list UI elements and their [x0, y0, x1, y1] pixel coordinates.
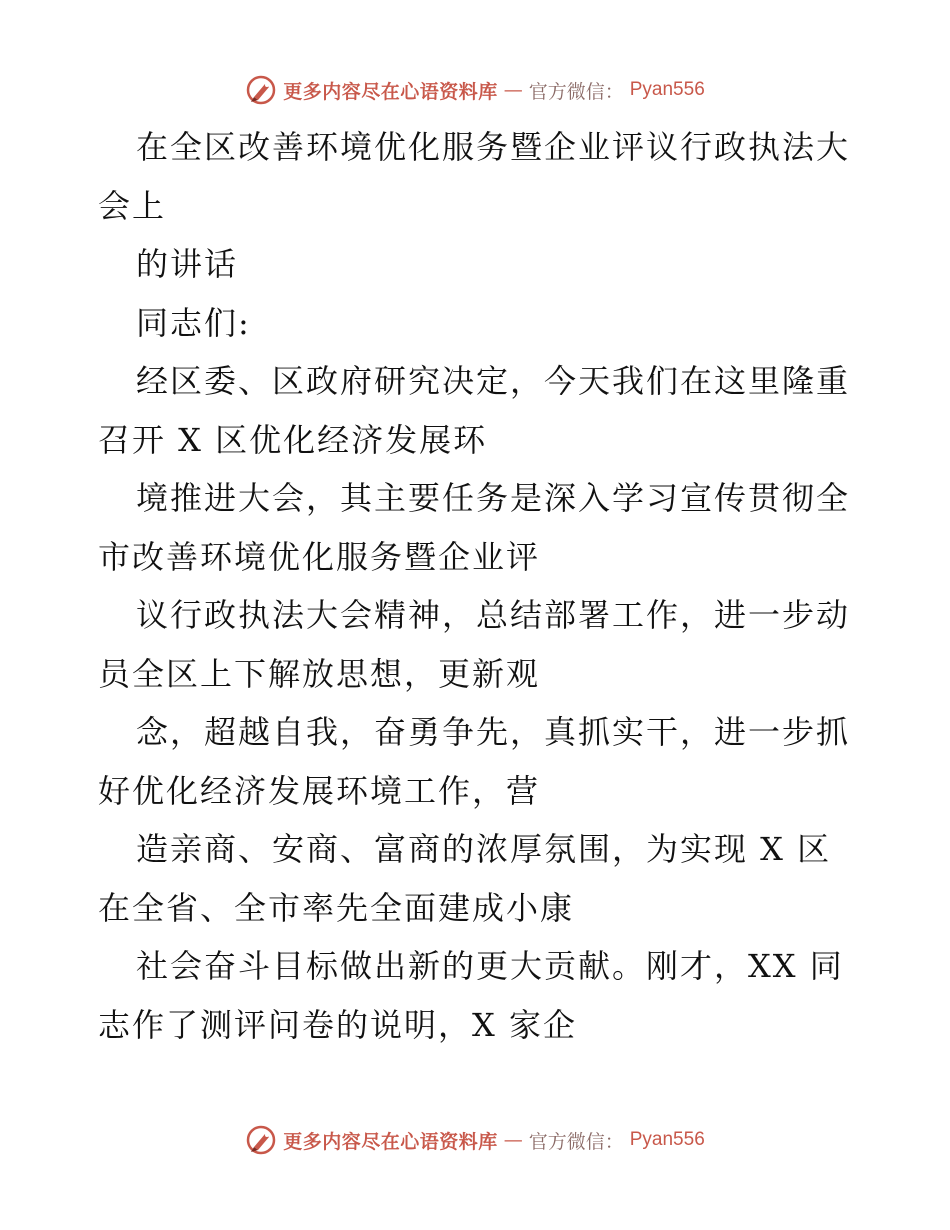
banner-official-label: 官方微信：	[528, 80, 624, 103]
banner-brand-text: 更多内容尽在心语资料库	[283, 1130, 498, 1153]
pen-logo-icon	[245, 1124, 277, 1156]
doc-line: 经区委、区政府研究决定，今天我们在这里隆重	[136, 362, 851, 400]
doc-line: 议行政执法大会精神，总结部署工作，进一步动	[136, 596, 851, 634]
banner-account-id: Pyan556	[629, 1129, 705, 1150]
doc-line: 召开 X 区优化经济发展环	[98, 420, 488, 459]
doc-line: 在全省、全市率先全面建成小康	[98, 888, 575, 927]
banner-account-id: Pyan556	[629, 79, 705, 100]
pen-logo-icon	[245, 74, 277, 106]
banner-brand-text: 更多内容尽在心语资料库	[283, 80, 498, 103]
doc-line: 念，超越自我，奋勇争先，真抓实干，进一步抓	[136, 713, 851, 751]
doc-line: 好优化经济发展环境工作，营	[98, 771, 541, 810]
doc-line: 同志们:	[136, 303, 251, 342]
banner-dash: —	[503, 79, 523, 101]
banner-official-label: 官方微信：	[528, 1130, 624, 1153]
doc-line: 社会奋斗目标做出新的更大贡献。刚才，XX 同	[136, 947, 844, 985]
doc-line: 的讲话	[136, 245, 239, 283]
document-body	[98, 118, 858, 1054]
footer-watermark-banner	[0, 1118, 950, 1162]
doc-line: 市改善环境优化服务暨企业评	[98, 537, 541, 576]
doc-line: 在全区改善环境优化服务暨企业评议行政执法大	[136, 128, 851, 166]
doc-line: 境推进大会，其主要任务是深入学习宣传贯彻全	[136, 479, 851, 517]
doc-line: 员全区上下解放思想，更新观	[98, 654, 541, 693]
doc-line: 造亲商、安商、富商的浓厚氛围，为实现 X 区	[136, 830, 832, 868]
doc-line: 志作了测评问卷的说明，X 家企	[98, 1005, 577, 1044]
banner-dash: —	[503, 1129, 523, 1151]
doc-line: 会上	[98, 186, 167, 225]
header-watermark-banner	[0, 68, 950, 112]
